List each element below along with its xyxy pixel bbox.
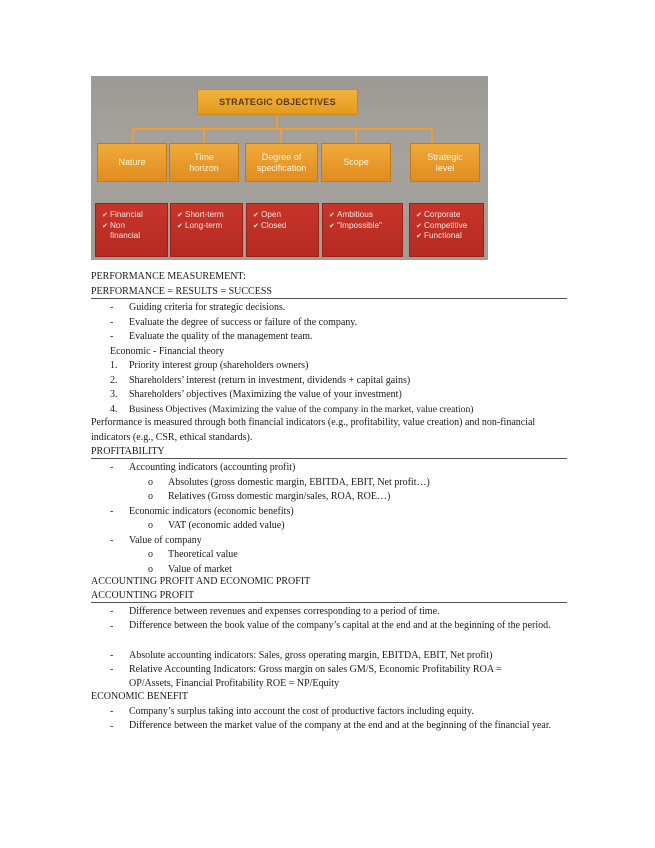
- check-icon: ✔: [416, 222, 422, 230]
- sub-bullet-text: Theoretical value: [168, 549, 238, 560]
- dash-marker: -: [110, 606, 114, 617]
- leaf-item: ✔ Closed: [253, 220, 287, 230]
- sub-bullet-text: Absolutes (gross domestic margin, EBITDA, EBIT, Net profit…): [168, 476, 430, 488]
- category-label: Time horizon: [189, 152, 219, 173]
- sub-marker: o: [148, 563, 153, 575]
- bullet-text: Relative Accounting Indicators: Gross margin on sales GM/S, Economic Profitability ROA = OP/Assets, Financial Profitability ROE = NP/Equity: [129, 663, 502, 689]
- category-label: Strategic level: [427, 152, 463, 173]
- leaf-item: ✔ "Impossible": [329, 220, 382, 230]
- connector: [280, 128, 282, 143]
- leaf-item: ✔ Long-term: [177, 220, 223, 230]
- leaf-item: ✔ Competitive: [416, 220, 468, 230]
- dash-marker: -: [110, 534, 114, 546]
- numbered-item: Priority interest group (shareholders owners): [129, 360, 309, 371]
- category-degree-of-specification: [245, 143, 318, 182]
- check-icon: ✔: [102, 212, 108, 219]
- sub-marker: o: [148, 520, 153, 531]
- category-label: Degree of specification: [256, 152, 307, 173]
- bullet-text: Absolute accounting indicators: Sales, gross operating margin, EBITDA, EBIT, Net profit): [129, 649, 493, 661]
- leaf-item: ✔ Corporate: [416, 210, 461, 219]
- leaf-item: ✔ Ambitious: [329, 210, 373, 219]
- connector: [276, 115, 278, 129]
- leaf-item: ✔ Open: [253, 210, 282, 219]
- connector: [132, 128, 134, 143]
- sub-bullet-text: Value of market: [168, 563, 232, 575]
- heading-economic-benefit: ECONOMIC BENEFIT: [91, 691, 188, 702]
- connector: [431, 128, 433, 143]
- bullet-text: Difference between the book value of the company’s capital at the end and at the beginning of the period.: [129, 620, 551, 631]
- category-label: Nature: [118, 157, 146, 168]
- dash-marker: -: [110, 620, 114, 632]
- leaf-item: ✔ Financial: [102, 210, 143, 219]
- dash-marker: -: [110, 316, 114, 328]
- numbered-item: Shareholders’ interest (return in investment, dividends + capital gains): [129, 374, 411, 386]
- leaf-box-nature: [95, 203, 168, 257]
- econ-theory-label: Economic - Financial theory: [110, 345, 225, 357]
- check-icon: ✔: [416, 212, 422, 219]
- category-label: Scope: [343, 157, 369, 168]
- strategic-objectives-diagram: [91, 76, 488, 260]
- numbered-item: Shareholders’ objectives (Maximizing the value of your investment): [129, 389, 402, 400]
- leaf-box-scope: [322, 203, 403, 257]
- dash-marker: -: [110, 505, 114, 517]
- heading-accounting-economic-profit: ACCOUNTING PROFIT AND ECONOMIC PROFIT: [91, 576, 311, 587]
- leaf-box-degree-of-specification: [246, 203, 319, 257]
- list-number: 1.: [110, 360, 118, 371]
- leaf-item: ✔ Functional: [416, 231, 462, 241]
- leaf-box-time-horizon: [170, 203, 243, 257]
- check-icon: ✔: [416, 233, 422, 241]
- check-icon: ✔: [329, 212, 335, 219]
- dash-marker: -: [110, 462, 114, 473]
- category-nature: [97, 143, 167, 182]
- bullet-text: Value of company: [129, 534, 202, 546]
- sub-bullet-text: Relatives (Gross domestic margin/sales, ROA, ROE…): [168, 491, 391, 502]
- heading-accounting-profit: ACCOUNTING PROFIT: [91, 590, 567, 603]
- leaf-item: ✔ Short-term: [177, 210, 224, 219]
- connector: [132, 128, 432, 130]
- list-number: 4.: [110, 403, 118, 415]
- check-icon: ✔: [329, 222, 335, 230]
- bullet-text: Guiding criteria for strategic decisions.: [129, 302, 286, 313]
- sub-marker: o: [148, 549, 153, 560]
- bullet-text: Accounting indicators (accounting profit): [129, 462, 296, 473]
- category-strategic-level: [410, 143, 480, 182]
- dash-marker: -: [110, 664, 114, 675]
- heading-profitability: PROFITABILITY: [91, 446, 567, 459]
- category-time-horizon: [169, 143, 239, 182]
- list-number: 3.: [110, 389, 118, 400]
- check-icon: ✔: [102, 222, 108, 230]
- leaf-item: ✔ Non financial: [102, 220, 141, 241]
- numbered-item: Business Objectives (Maximizing the value of the company in the market, value creation): [129, 403, 474, 415]
- leaf-box-strategic-level: [409, 203, 484, 257]
- sub-marker: o: [148, 476, 153, 488]
- bullet-text: Difference between the market value of the company at the end and at the beginning of the financial year.: [129, 720, 552, 731]
- heading-performance-measurement: PERFORMANCE MEASUREMENT:: [91, 271, 246, 282]
- category-scope: [321, 143, 391, 182]
- bullet-text: Evaluate the quality of the management team.: [129, 331, 313, 342]
- diagram-root-label: STRATEGIC OBJECTIVES: [219, 97, 336, 107]
- bullet-text: Difference between revenues and expenses corresponding to a period of time.: [129, 606, 440, 617]
- heading-performance-results: PERFORMANCE = RESULTS = SUCCESS: [91, 286, 567, 299]
- performance-paragraph: Performance is measured through both financial indicators (e.g., profitability, value creation) and non-financial indicators (e.g., CSR, ethical standards).: [91, 417, 536, 443]
- dash-marker: -: [110, 302, 114, 313]
- bullet-text: Company’s surplus taking into account the cost of productive factors including equity.: [129, 706, 474, 717]
- check-icon: ✔: [253, 212, 259, 219]
- dash-marker: -: [110, 706, 114, 717]
- connector: [355, 128, 357, 143]
- sub-bullet-text: VAT (economic added value): [168, 520, 285, 531]
- connector: [203, 128, 205, 143]
- dash-marker: -: [110, 649, 114, 661]
- list-number: 2.: [110, 374, 118, 386]
- check-icon: ✔: [177, 222, 183, 230]
- sub-marker: o: [148, 491, 153, 502]
- bullet-text: Evaluate the degree of success or failure of the company.: [129, 316, 358, 328]
- diagram-root-box: [197, 89, 358, 115]
- check-icon: ✔: [177, 212, 183, 219]
- check-icon: ✔: [253, 222, 259, 230]
- dash-marker: -: [110, 331, 114, 342]
- dash-marker: -: [110, 720, 114, 732]
- bullet-text: Economic indicators (economic benefits): [129, 505, 294, 517]
